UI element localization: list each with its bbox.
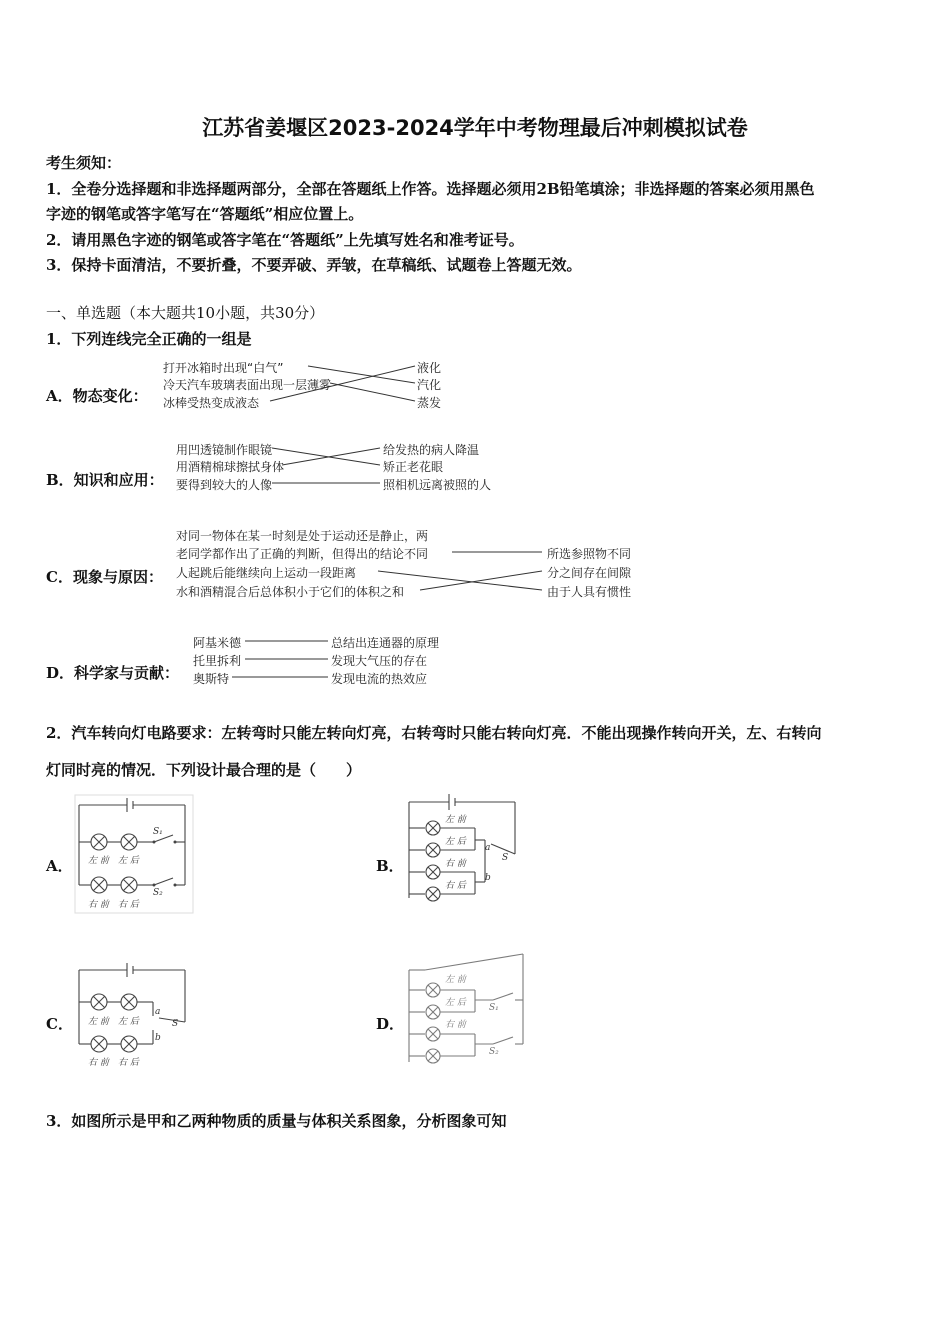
q2-option-c-label[interactable]: C． xyxy=(46,1015,73,1033)
svg-text:a: a xyxy=(155,1007,161,1017)
q1-d-left-1: 阿基米德 xyxy=(193,636,242,650)
svg-text:右 前: 右 前 xyxy=(88,1058,109,1068)
circuit-b-diagram xyxy=(405,788,520,910)
svg-text:左 前: 左 前 xyxy=(445,975,466,985)
svg-text:左 后: 左 后 xyxy=(445,998,466,1008)
q3-stem: 3．如图所示是甲和乙两种物质的质量与体积关系图象，分析图象可知 xyxy=(46,1112,507,1130)
q2-option-b-label[interactable]: B． xyxy=(376,857,404,875)
svg-text:右 后: 右 后 xyxy=(118,1058,139,1068)
q1-b-right-2: 矫正老花眼 xyxy=(383,460,444,474)
section-heading: 一、单选题（本大题共10小题，共30分） xyxy=(46,304,325,322)
svg-text:右 前: 右 前 xyxy=(445,1020,466,1030)
q1-d-left-3: 奥斯特 xyxy=(193,672,230,686)
svg-text:右 前: 右 前 xyxy=(88,900,109,910)
notice-item-3: 3．保持卡面清洁，不要折叠，不要弄破、弄皱，在草稿纸、试题卷上答题无效。 xyxy=(46,256,582,274)
svg-text:右 后: 右 后 xyxy=(445,881,466,891)
svg-text:a: a xyxy=(485,843,491,853)
q1-a-left-1: 打开冰箱时出现“白气” xyxy=(163,361,284,375)
q2-stem-line-2: 灯同时亮的情况．下列设计最合理的是（ ） xyxy=(46,761,362,779)
circuit-a-diagram xyxy=(75,795,193,913)
q1-option-c-label[interactable]: C．现象与原因： xyxy=(46,568,163,586)
svg-text:左 前: 左 前 xyxy=(88,1017,109,1027)
q1-a-right-2: 汽化 xyxy=(417,378,442,392)
q1-c-left-3: 人起跳后能继续向上运动一段距离 xyxy=(176,566,357,580)
q1-b-left-3: 要得到较大的人像 xyxy=(176,478,273,492)
svg-text:左 后: 左 后 xyxy=(118,1017,139,1027)
q2-option-d-label[interactable]: D． xyxy=(376,1015,405,1033)
q1-c-right-2: 分之间存在间隙 xyxy=(547,566,632,580)
svg-text:b: b xyxy=(485,873,491,883)
q1-c-right-1: 所选参照物不同 xyxy=(547,547,632,561)
q1-b-right-3: 照相机远离被照的人 xyxy=(383,478,492,492)
svg-text:左 前: 左 前 xyxy=(445,815,466,825)
q1-a-right-3: 蒸发 xyxy=(417,396,442,410)
circuit-d-diagram xyxy=(405,950,527,1072)
q1-c-left-4: 水和酒精混合后总体积小于它们的体积之和 xyxy=(176,585,405,599)
svg-text:右 后: 右 后 xyxy=(118,900,139,910)
q1-d-right-1: 总结出连通器的原理 xyxy=(331,636,440,650)
notice-heading: 考生须知： xyxy=(46,154,122,172)
q2-stem-line-1: 2．汽车转向灯电路要求：左转弯时只能左转向灯亮，右转弯时只能右转向灯亮．不能出现操作转向开关，左、右转向 xyxy=(46,724,822,742)
svg-text:S₂: S₂ xyxy=(153,888,163,898)
svg-text:右 前: 右 前 xyxy=(445,859,466,869)
q1-a-left-3: 冰棒受热变成液态 xyxy=(163,396,260,410)
svg-text:左 前: 左 前 xyxy=(88,856,109,866)
q1-option-b-label[interactable]: B．知识和应用： xyxy=(46,471,164,489)
q1-option-a-label[interactable]: A．物态变化： xyxy=(46,387,148,405)
notice-item-2: 2．请用黑色字迹的钢笔或答字笔在“答题纸”上先填写姓名和准考证号。 xyxy=(46,231,524,249)
svg-text:S₂: S₂ xyxy=(489,1047,499,1057)
notice-item-1-line-1: 1．全卷分选择题和非选择题两部分，全部在答题纸上作答。选择题必须用2B铅笔填涂；非选择题的答案必须用黑色 xyxy=(46,180,815,198)
svg-text:S₁: S₁ xyxy=(153,827,163,837)
svg-text:左 后: 左 后 xyxy=(445,837,466,847)
svg-text:左 后: 左 后 xyxy=(118,856,139,866)
q1-a-right-1: 液化 xyxy=(417,361,442,375)
q2-option-a-label[interactable]: A． xyxy=(46,857,73,875)
q1-b-right-1: 给发热的病人降温 xyxy=(383,443,480,457)
svg-text:S: S xyxy=(172,1019,179,1029)
notice-item-1-line-2: 字迹的钢笔或答字笔写在“答题纸”相应位置上。 xyxy=(46,205,364,223)
q1-b-left-1: 用凹透镜制作眼镜 xyxy=(176,443,273,457)
q1-c-right-3: 由于人具有惯性 xyxy=(547,585,632,599)
circuit-c-diagram xyxy=(75,960,193,1072)
q1-c-left-2: 老同学都作出了正确的判断，但得出的结论不同 xyxy=(176,547,429,561)
q1-option-d-label[interactable]: D．科学家与贡献： xyxy=(46,664,180,682)
q1-d-right-2: 发现大气压的存在 xyxy=(331,654,428,668)
q1-c-left-1: 对同一物体在某一时刻是处于运动还是静止，两 xyxy=(176,529,429,543)
q1-b-left-2: 用酒精棉球擦拭身体 xyxy=(176,460,285,474)
q1-stem: 1．下列连线完全正确的一组是 xyxy=(46,330,252,348)
svg-text:b: b xyxy=(155,1033,161,1043)
q1-d-right-3: 发现电流的热效应 xyxy=(331,672,428,686)
svg-text:S: S xyxy=(502,853,509,863)
svg-text:S₁: S₁ xyxy=(489,1003,499,1013)
q1-d-left-2: 托里拆利 xyxy=(193,654,242,668)
page-title: 江苏省姜堰区2023-2024学年中考物理最后冲刺模拟试卷 xyxy=(202,116,748,140)
q1-a-left-2: 冷天汽车玻璃表面出现一层薄雾 xyxy=(163,378,332,392)
